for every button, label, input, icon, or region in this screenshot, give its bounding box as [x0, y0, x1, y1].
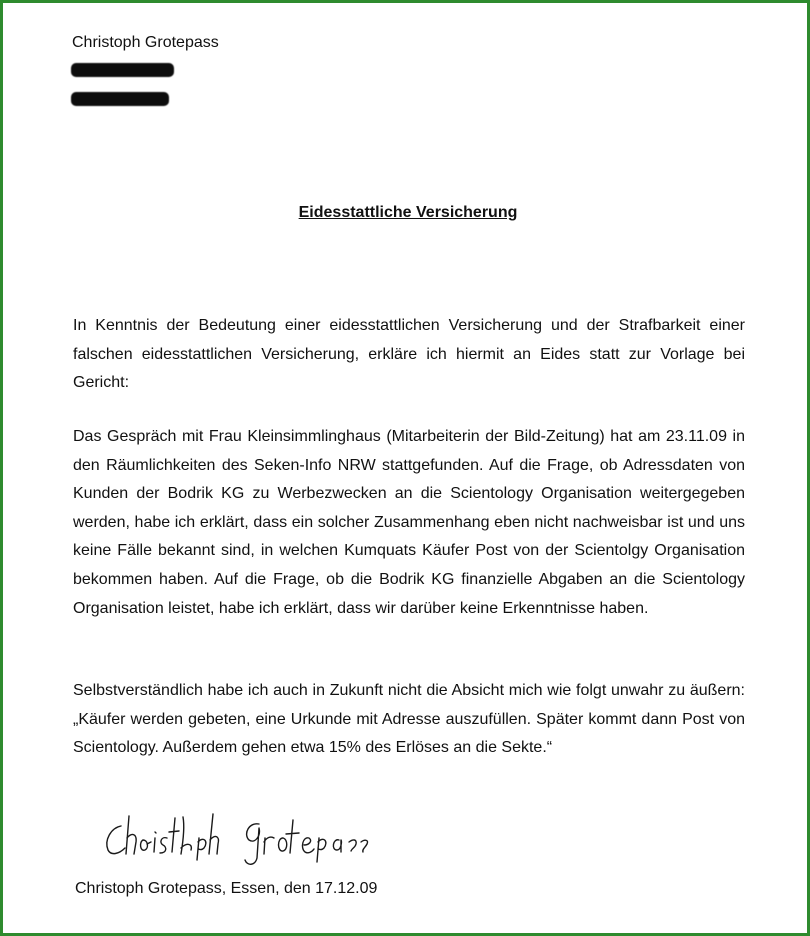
paragraph-statement: Das Gespräch mit Frau Kleinsimmlinghaus (Mitarbeiterin der Bild-Zeitung) hat am 23.11.09 in den Räumlichkeiten des Seken-Info NRW stattgefunden. Auf die Frage, ob Adressdaten von Kunden der Bodrik KG zu Werbezwecken an die Scientology Organisation weitergegeben werden, habe ich erklärt, dass ein solcher Zusammenhang eben nicht nachweisbar ist und uns keine Fälle bekannt sind, in welchen Kumquats Käufer Post von der Scientolgy Organisation bekommen haben. Auf die Frage, ob die Bodrik KG finanzielle Abgaben an die Scientology Organisation leistet, habe ich erklärt, dass wir darüber keine Erkenntnisse haben.: [73, 428, 745, 617]
redacted-street-address: [71, 63, 174, 77]
paragraph-closing: Selbstverständlich habe ich auch in Zukunft nicht die Absicht mich wie folgt unwahr zu äußern: „Käufer werden gebeten, eine Urkunde mit Adresse auszufüllen. Später kommt dann Post von Scientology. Außerdem gehen etwa 15% des Erlöses an die Sekte.“: [73, 682, 745, 757]
document-title: Eidesstattliche Versicherung: [298, 204, 518, 221]
handwritten-signature: [99, 808, 369, 872]
paragraph-intro: In Kenntnis der Bedeutung einer eidesstattlichen Versicherung und der Strafbarkeit einer falschen eidesstattlichen Versicherung, erkläre ich hiermit an Eides statt zur Vorlage bei Gericht:: [73, 317, 745, 392]
redacted-postal-city: [71, 92, 169, 106]
footer-place-date: Christoph Grotepass, Essen, den 17.12.09: [75, 880, 378, 897]
sender-name: Christoph Grotepass: [72, 34, 219, 51]
